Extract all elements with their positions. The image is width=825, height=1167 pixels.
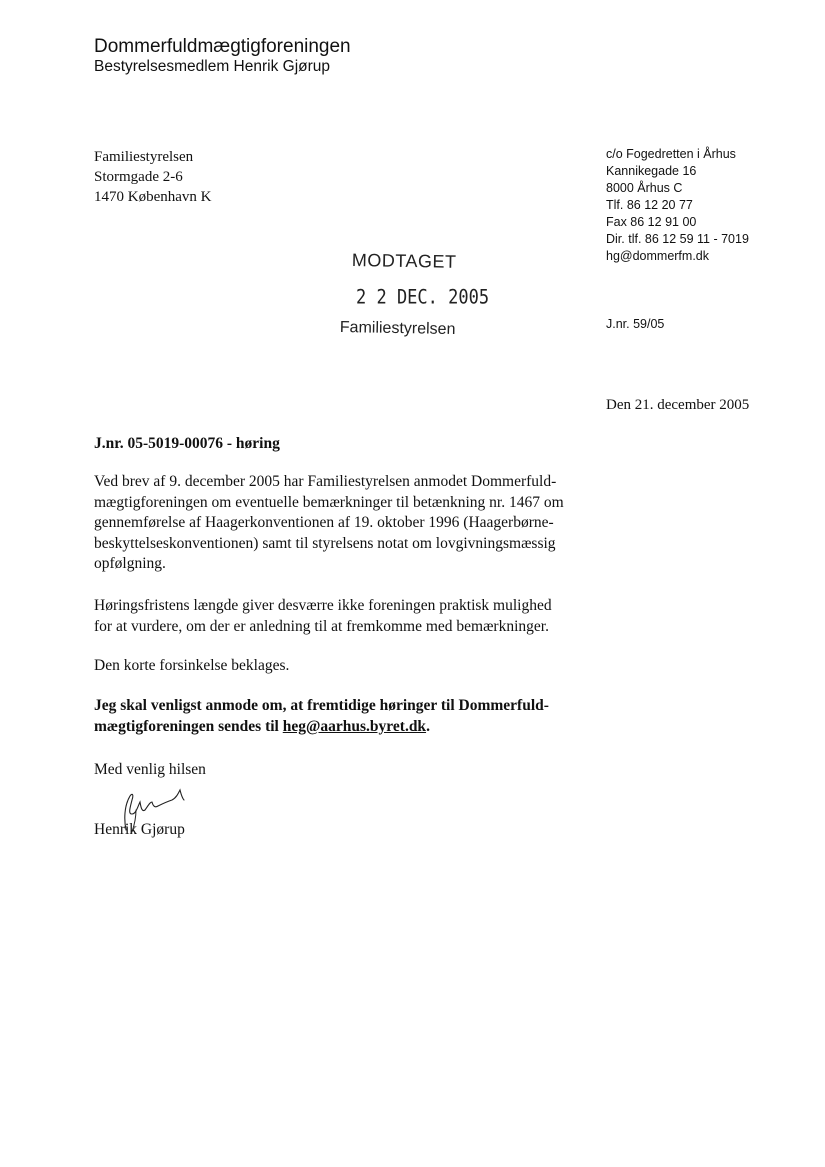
paragraph-line	[94, 717, 614, 738]
sender-line: Dir. tlf. 86 12 59 11 - 7019	[606, 232, 749, 246]
paragraph-line: for at vurdere, om der er anledning til at fremkomme med bemærkninger.	[94, 617, 549, 635]
sender-line: 8000 Århus C	[606, 181, 683, 195]
paragraph-line: opfølgning.	[94, 555, 166, 573]
paragraph-line: Med venlig hilsen	[94, 761, 206, 778]
paragraph-line: gennemførelse af Haagerkonventionen af 19. oktober 1996 (Haagerbørne-	[94, 514, 554, 532]
paragraph-line: Den korte forsinkelse beklages.	[94, 657, 290, 674]
subject-line: J.nr. 05-5019-00076 - høring	[94, 435, 280, 452]
paragraph-2	[94, 596, 614, 637]
paragraph-line: Høringsfristens længde giver desværre ikke foreningen praktisk mulighed	[94, 597, 552, 614]
closing-phrase	[94, 760, 614, 781]
email-link[interactable]: heg@aarhus.byret.dk	[282, 717, 427, 735]
signer-name: Henrik Gjørup	[94, 821, 185, 838]
stamp-title: MODTAGET	[351, 250, 457, 272]
paragraph-3	[94, 656, 614, 677]
paragraph-line: mægtigforeningen om eventuelle bemærkninger til betænkning nr. 1467 om	[94, 493, 564, 511]
sender-contact	[606, 146, 749, 265]
sender-line: Kannikegade 16	[606, 164, 697, 178]
letter-date: Den 21. december 2005	[606, 397, 750, 413]
paragraph-text: .	[426, 717, 430, 735]
paragraph-line: beskyttelseskonventionen) samt til styrelsens notat om lovgivningsmæssig	[94, 534, 556, 552]
sender-line: Tlf. 86 12 20 77	[606, 198, 693, 212]
paragraph-line: Ved brev af 9. december 2005 har Familiestyrelsen anmodet Dommerfuld-	[94, 473, 557, 490]
stamp-org: Familiestyrelsen	[339, 319, 456, 339]
stamp-date: 2 2 DEC. 2005	[356, 286, 490, 309]
recipient-line: Stormgade 2-6	[94, 169, 183, 185]
org-name: Dommerfuldmægtigforeningen	[94, 36, 351, 57]
sender-email: hg@dommerfm.dk	[606, 249, 709, 263]
recipient-line: Familiestyrelsen	[94, 149, 194, 165]
org-subtitle: Bestyrelsesmedlem Henrik Gjørup	[94, 58, 331, 75]
paragraph-line: Jeg skal venligst anmode om, at fremtidige høringer til Dommerfuld-	[94, 697, 549, 714]
paragraph-4	[94, 696, 614, 737]
sender-line: c/o Fogedretten i Århus	[606, 147, 736, 161]
sender-line: Fax 86 12 91 00	[606, 215, 697, 229]
paragraph-text: mægtigforeningen sendes til	[94, 717, 283, 735]
recipient-address	[94, 147, 211, 207]
journal-reference: J.nr. 59/05	[606, 317, 665, 331]
recipient-line: 1470 København K	[94, 189, 212, 205]
paragraph-1	[94, 472, 614, 575]
